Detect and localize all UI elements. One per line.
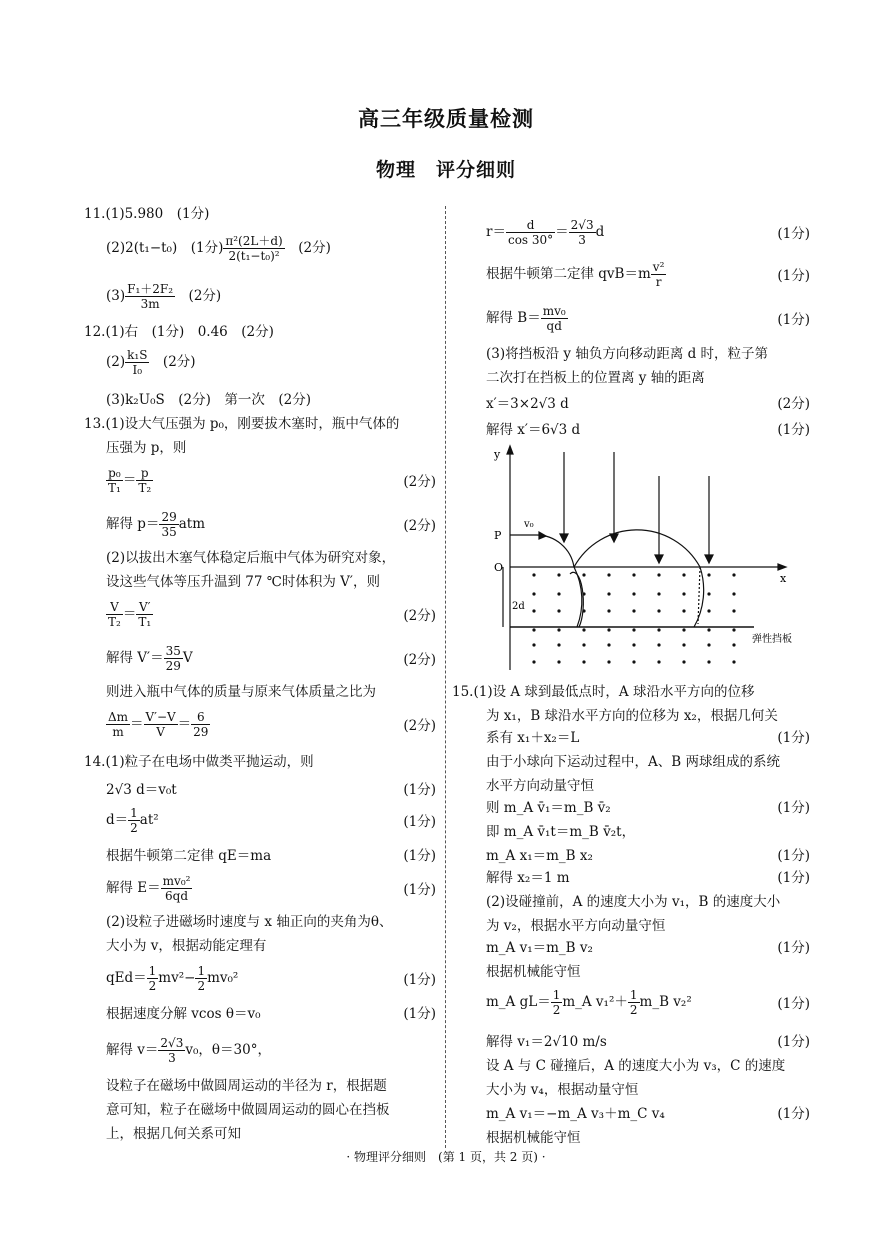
line-text (106, 282, 221, 311)
fraction-numerator: 1 (197, 964, 206, 978)
fraction-numerator: Δm (108, 710, 129, 724)
line-text (486, 1034, 607, 1050)
score-points: (1分) (777, 226, 810, 242)
line-content: (3)将挡板沿 y 轴负方向移动距离 d 时，粒子第 (486, 346, 769, 362)
fraction-numerator: 1 (148, 964, 157, 978)
o-label: O (494, 561, 504, 574)
score-points: (2分) (403, 652, 436, 668)
fraction (161, 874, 193, 903)
field-dot (682, 628, 685, 631)
line-text (106, 392, 311, 408)
fraction (125, 282, 175, 311)
score-points: (2分) (403, 518, 436, 534)
line-content: 设 A 与 C 碰撞后，A 的速度大小为 v₃，C 的速度 (486, 1058, 786, 1074)
fraction (541, 304, 568, 333)
line-content: 上，根据几何关系可知 (106, 1126, 241, 1142)
line-content: 根据牛顿第二定律 qvB＝m (486, 266, 651, 282)
line-content: 2√3 d＝v₀t (106, 782, 177, 798)
fraction-denominator: 3 (578, 233, 586, 247)
p-label: P (494, 529, 502, 542)
field-dot (557, 628, 560, 631)
field-dot (582, 592, 585, 595)
line-content: 解得 x₂＝1 m (486, 870, 570, 886)
fraction-denominator: T₁ (138, 615, 152, 629)
fraction (106, 600, 123, 629)
field-dot (582, 609, 585, 612)
fraction-numerator: V′ (136, 600, 153, 615)
fraction-denominator: T₂ (138, 481, 152, 495)
fraction-numerator: 29 (161, 510, 177, 524)
line-text (486, 894, 780, 910)
line-content: (3)k₂U₀S (2分) 第一次 (2分) (106, 392, 311, 408)
line-text (486, 260, 666, 289)
line-text (486, 396, 569, 412)
score-points: (2分) (403, 474, 436, 490)
line-content: 解得 V′＝ (106, 650, 164, 666)
field-dot (607, 573, 610, 576)
field-dot (532, 592, 535, 595)
score-points: (1分) (403, 814, 436, 830)
field-dot (557, 660, 560, 663)
line-content: ＝ (177, 716, 192, 732)
line-content: (2分) (149, 354, 196, 370)
fraction-denominator: 2 (629, 1003, 638, 1017)
field-dot (532, 573, 535, 576)
line-text (486, 218, 604, 247)
fraction-numerator: 35 (165, 644, 181, 658)
line-text (452, 684, 754, 700)
fraction-denominator: 2 (148, 979, 157, 993)
fraction-denominator: 6qd (165, 889, 189, 903)
fraction-denominator: 35 (161, 525, 177, 539)
line-text (486, 304, 568, 333)
score-points: (1分) (403, 782, 436, 798)
field-dot (582, 643, 585, 646)
score-points: (1分) (403, 1006, 436, 1022)
fraction (191, 710, 210, 739)
fraction (164, 644, 183, 673)
fraction-numerator: π²(2L＋d) (225, 234, 283, 248)
line-text (486, 988, 692, 1017)
fraction (195, 964, 207, 993)
fraction-numerator: p₀ (106, 466, 123, 481)
field-dot (632, 609, 635, 612)
line-content: 则 m_A v̄₁＝m_B v̄₂ (486, 800, 611, 816)
field-dot (582, 628, 585, 631)
fraction-denominator: 2 (552, 1003, 561, 1017)
line-content: at² (139, 812, 159, 828)
line-content: 压强为 p，则 (106, 440, 187, 456)
fraction-denominator: 2 (197, 979, 206, 993)
line-content: 解得 p＝ (106, 516, 160, 532)
field-dot (707, 592, 710, 595)
line-text (486, 730, 579, 746)
score-points: (2分) (403, 718, 436, 734)
fraction (159, 510, 178, 539)
field-dot (557, 592, 560, 595)
line-text (486, 1130, 581, 1146)
fraction-denominator: cos 30° (507, 233, 554, 247)
line-content: ＝ (555, 224, 569, 240)
line-content: m_A v₁＝m_B v₂ (486, 940, 593, 956)
field-dot (707, 660, 710, 663)
field-dot (632, 573, 635, 576)
line-content: 根据机械能守恒 (486, 1130, 581, 1146)
field-dot (632, 660, 635, 663)
field-dot (532, 628, 535, 631)
line-text (106, 348, 196, 377)
fraction-numerator: p (136, 466, 153, 481)
line-text (486, 370, 705, 386)
fraction-denominator: T₂ (108, 615, 121, 629)
line-content: r＝ (486, 224, 506, 240)
field-dot (657, 609, 660, 612)
field-dot (557, 643, 560, 646)
line-content: atm (178, 516, 205, 532)
line-content: V (182, 650, 193, 666)
line-content: 根据牛顿第二定律 qE＝ma (106, 848, 272, 864)
score-points: (1分) (777, 312, 810, 328)
line-content: ＝ (130, 716, 144, 732)
line-content: 为 x₁，B 球沿水平方向的位移为 x₂，根据几何关 (486, 708, 778, 724)
column-divider (445, 206, 446, 1148)
field-dot (732, 643, 735, 646)
score-points: (2分) (403, 608, 436, 624)
fraction-denominator: I₀ (132, 363, 143, 377)
fraction-numerator: F₁＋2F₂ (127, 282, 174, 296)
line-text (106, 1126, 241, 1142)
field-dot (632, 592, 635, 595)
line-text (84, 416, 399, 432)
line-content: mv²− (158, 970, 196, 986)
field-dot (732, 660, 735, 663)
fraction-denominator: 29 (193, 725, 209, 739)
fraction-numerator: V′−V (145, 710, 176, 724)
fraction-denominator: T₁ (108, 481, 121, 495)
line-text (106, 1036, 271, 1065)
field-dot (607, 643, 610, 646)
line-text (106, 964, 238, 993)
fraction-denominator: 3 (168, 1051, 176, 1065)
fraction-denominator: 3m (140, 297, 160, 311)
fraction (128, 806, 140, 835)
x-axis-label: x (780, 572, 787, 585)
v0-label: v₀ (524, 519, 534, 530)
line-content: v₀，θ＝30°， (185, 1042, 271, 1058)
line-content: ＝ (122, 472, 137, 488)
fraction (551, 988, 563, 1017)
line-content: 设这些气体等压升温到 77 ℃时体积为 V′，则 (106, 574, 380, 590)
line-content: 13.(1)设大气压强为 p₀，刚要拔木塞时，瓶中气体的 (84, 416, 400, 432)
line-content: d＝ (106, 812, 129, 828)
score-points: (1分) (403, 882, 436, 898)
line-text (486, 778, 594, 794)
page-subtitle: 物理 评分细则 (375, 159, 516, 181)
field-dot (532, 609, 535, 612)
field-dot (582, 573, 585, 576)
field-dot (557, 609, 560, 612)
line-text (106, 510, 205, 539)
fraction (628, 988, 640, 1017)
fraction-denominator: 2(t₁−t₀)² (228, 249, 280, 263)
line-text (486, 1058, 785, 1074)
fraction-numerator: 1 (629, 988, 638, 1002)
fraction-denominator: r (655, 275, 662, 289)
line-content: 意可知，粒子在磁场中做圆周运动的圆心在挡板 (106, 1102, 390, 1118)
fraction (144, 710, 178, 739)
line-content: 为 v₂，根据水平方向动量守恒 (486, 918, 666, 934)
line-text (106, 574, 380, 590)
line-content: 根据机械能守恒 (486, 964, 581, 980)
fraction-denominator: qd (546, 319, 562, 333)
fraction-numerator: 1 (552, 988, 561, 1002)
fraction-numerator: 2√3 (160, 1036, 184, 1050)
score-points: (1分) (777, 730, 810, 746)
magnetic-field-figure (484, 444, 814, 674)
line-content: qEd＝ (106, 970, 147, 986)
field-dot (582, 660, 585, 663)
score-points: (2分) (777, 396, 810, 412)
fraction-numerator: d (506, 218, 555, 233)
line-text (84, 206, 209, 222)
line-text (486, 708, 778, 724)
line-content: (2)以拔出木塞气体稳定后瓶中气体为研究对象， (106, 550, 396, 566)
line-content: 即 m_A v̄₁t＝m_B v̄₂t， (486, 824, 636, 840)
line-content: 14.(1)粒子在电场中做类平抛运动，则 (84, 754, 314, 770)
fraction-denominator: m (112, 725, 124, 739)
line-text (106, 1102, 390, 1118)
line-text (106, 684, 376, 700)
field-dot (657, 573, 660, 576)
line-text (106, 874, 192, 903)
line-content: 12.(1)右 (1分) 0.46 (2分) (84, 324, 274, 340)
score-points: (1分) (777, 1034, 810, 1050)
field-dot (632, 628, 635, 631)
line-text (106, 710, 210, 739)
field-dot (657, 643, 660, 646)
line-text (84, 324, 274, 340)
score-points: (1分) (777, 848, 810, 864)
line-text (106, 644, 193, 673)
line-text (486, 346, 768, 362)
score-points: (1分) (777, 996, 810, 1012)
line-text (84, 754, 314, 770)
field-dot (682, 573, 685, 576)
fraction-denominator: 29 (165, 659, 181, 673)
line-text (106, 600, 153, 629)
fraction-numerator: k₁S (127, 348, 148, 362)
fraction-denominator: 2 (130, 821, 138, 835)
field-dot (707, 643, 710, 646)
field-dot (632, 643, 635, 646)
line-text (486, 1082, 638, 1098)
line-text (486, 824, 635, 840)
distance-label: 2d (512, 601, 525, 612)
line-text (486, 800, 611, 816)
page-title: 高三年级质量检测 (358, 106, 534, 131)
fraction-numerator: V (106, 600, 123, 615)
score-points: (1分) (777, 940, 810, 956)
line-content: 大小为 v₄，根据动量守恒 (486, 1082, 639, 1098)
line-content: (2分) (284, 240, 331, 256)
field-dot (657, 628, 660, 631)
line-text (106, 806, 159, 835)
field-dot (732, 628, 735, 631)
fraction-denominator: V (156, 725, 165, 739)
line-text (486, 848, 593, 864)
fraction (125, 348, 149, 377)
line-text (106, 550, 395, 566)
line-text (486, 422, 580, 438)
line-text (486, 870, 570, 886)
score-points: (1分) (403, 848, 436, 864)
page-footer: · 物理评分细则 (第 1 页，共 2 页) · (346, 1150, 546, 1164)
field-dot (532, 660, 535, 663)
fraction-numerator: 1 (130, 806, 138, 820)
line-text (106, 914, 392, 930)
field-dot (657, 592, 660, 595)
line-content: m_A v₁＝−m_A v₃＋m_C v₄ (486, 1106, 665, 1122)
line-text (106, 848, 271, 864)
line-content: 解得 v＝ (106, 1042, 159, 1058)
fraction (158, 1036, 185, 1065)
fraction-numerator: mv₀ (542, 304, 566, 318)
field-dot (707, 573, 710, 576)
score-points: (1分) (777, 870, 810, 886)
y-axis-label: y (494, 448, 501, 461)
line-content: ＝ (122, 606, 137, 622)
field-dot (607, 592, 610, 595)
line-text (486, 964, 581, 980)
line-text (486, 754, 780, 770)
field-dot (682, 609, 685, 612)
fraction (106, 466, 123, 495)
line-content: 11.(1)5.980 (1分) (84, 206, 210, 222)
line-content: 大小为 v，根据动能定理有 (106, 938, 267, 954)
line-text (486, 940, 593, 956)
score-points: (1分) (403, 972, 436, 988)
fraction (136, 600, 153, 629)
line-content: x′＝3×2√3 d (486, 396, 569, 412)
field-dot (557, 573, 560, 576)
field-dot (707, 628, 710, 631)
field-dot (732, 573, 735, 576)
fraction-numerator: 6 (191, 710, 210, 725)
line-content: 系有 x₁＋x₂＝L (486, 730, 580, 746)
line-text (106, 782, 177, 798)
score-points: (1分) (777, 800, 810, 816)
line-content: 设粒子在磁场中做圆周运动的半径为 r，根据题 (106, 1078, 387, 1094)
line-content: 解得 v₁＝2√10 m/s (486, 1034, 607, 1050)
line-content: 水平方向动量守恒 (486, 778, 594, 794)
field-dot (607, 609, 610, 612)
line-content: m_B v₂² (639, 994, 692, 1010)
line-text (106, 938, 266, 954)
field-dot (607, 628, 610, 631)
line-content: m_A x₁＝m_B x₂ (486, 848, 593, 864)
line-content: 二次打在挡板上的位置离 y 轴的距离 (486, 370, 705, 386)
line-text (106, 234, 331, 263)
line-content: 由于小球向下运动过程中，A、B 两球组成的系统 (486, 754, 780, 770)
fraction (147, 964, 159, 993)
line-text (106, 440, 186, 456)
line-content: (2分) (175, 288, 222, 304)
line-content: mv₀² (207, 970, 239, 986)
field-dot (657, 660, 660, 663)
line-content: m_A gL＝ (486, 994, 551, 1010)
line-content: (2)设碰撞前，A 的速度大小为 v₁，B 的速度大小 (486, 894, 781, 910)
line-text (106, 1006, 261, 1022)
fraction-numerator: 2√3 (570, 218, 594, 232)
line-content: d (595, 224, 605, 240)
field-dot (532, 643, 535, 646)
field-dot (607, 660, 610, 663)
score-points: (1分) (777, 1106, 810, 1122)
field-dot (732, 609, 735, 612)
fraction-numerator: v² (652, 260, 665, 274)
score-points: (1分) (777, 268, 810, 284)
fraction (569, 218, 596, 247)
line-content: (2)设粒子进磁场时速度与 x 轴正向的夹角为θ、 (106, 914, 393, 930)
line-text (486, 918, 665, 934)
fraction (136, 466, 153, 495)
line-content: (2) (106, 354, 126, 370)
field-dot (682, 592, 685, 595)
line-content: 解得 E＝ (106, 880, 161, 896)
score-points: (1分) (777, 422, 810, 438)
line-content: 根据速度分解 vcos θ＝v₀ (106, 1006, 261, 1022)
plate-label: 弹性挡板 (752, 634, 792, 645)
line-content: 15.(1)设 A 球到最低点时，A 球沿水平方向的位移 (452, 684, 755, 700)
line-content: 解得 B＝ (486, 310, 541, 326)
line-text (486, 1106, 665, 1122)
line-content: (3) (106, 288, 126, 304)
fraction (223, 234, 284, 263)
fraction (651, 260, 667, 289)
line-content: 解得 x′＝6√3 d (486, 422, 581, 438)
line-content: m_A v₁²＋ (562, 994, 628, 1010)
field-dot (732, 592, 735, 595)
fraction (506, 218, 555, 247)
line-text (106, 1078, 387, 1094)
field-dot (682, 643, 685, 646)
line-content: 则进入瓶中气体的质量与原来气体质量之比为 (106, 684, 376, 700)
line-text (106, 466, 153, 495)
line-content: (2)2(t₁−t₀) (1分) (106, 240, 224, 256)
field-dot (707, 609, 710, 612)
fraction-numerator: mv₀² (162, 874, 191, 888)
fraction (106, 710, 130, 739)
field-dot (682, 660, 685, 663)
